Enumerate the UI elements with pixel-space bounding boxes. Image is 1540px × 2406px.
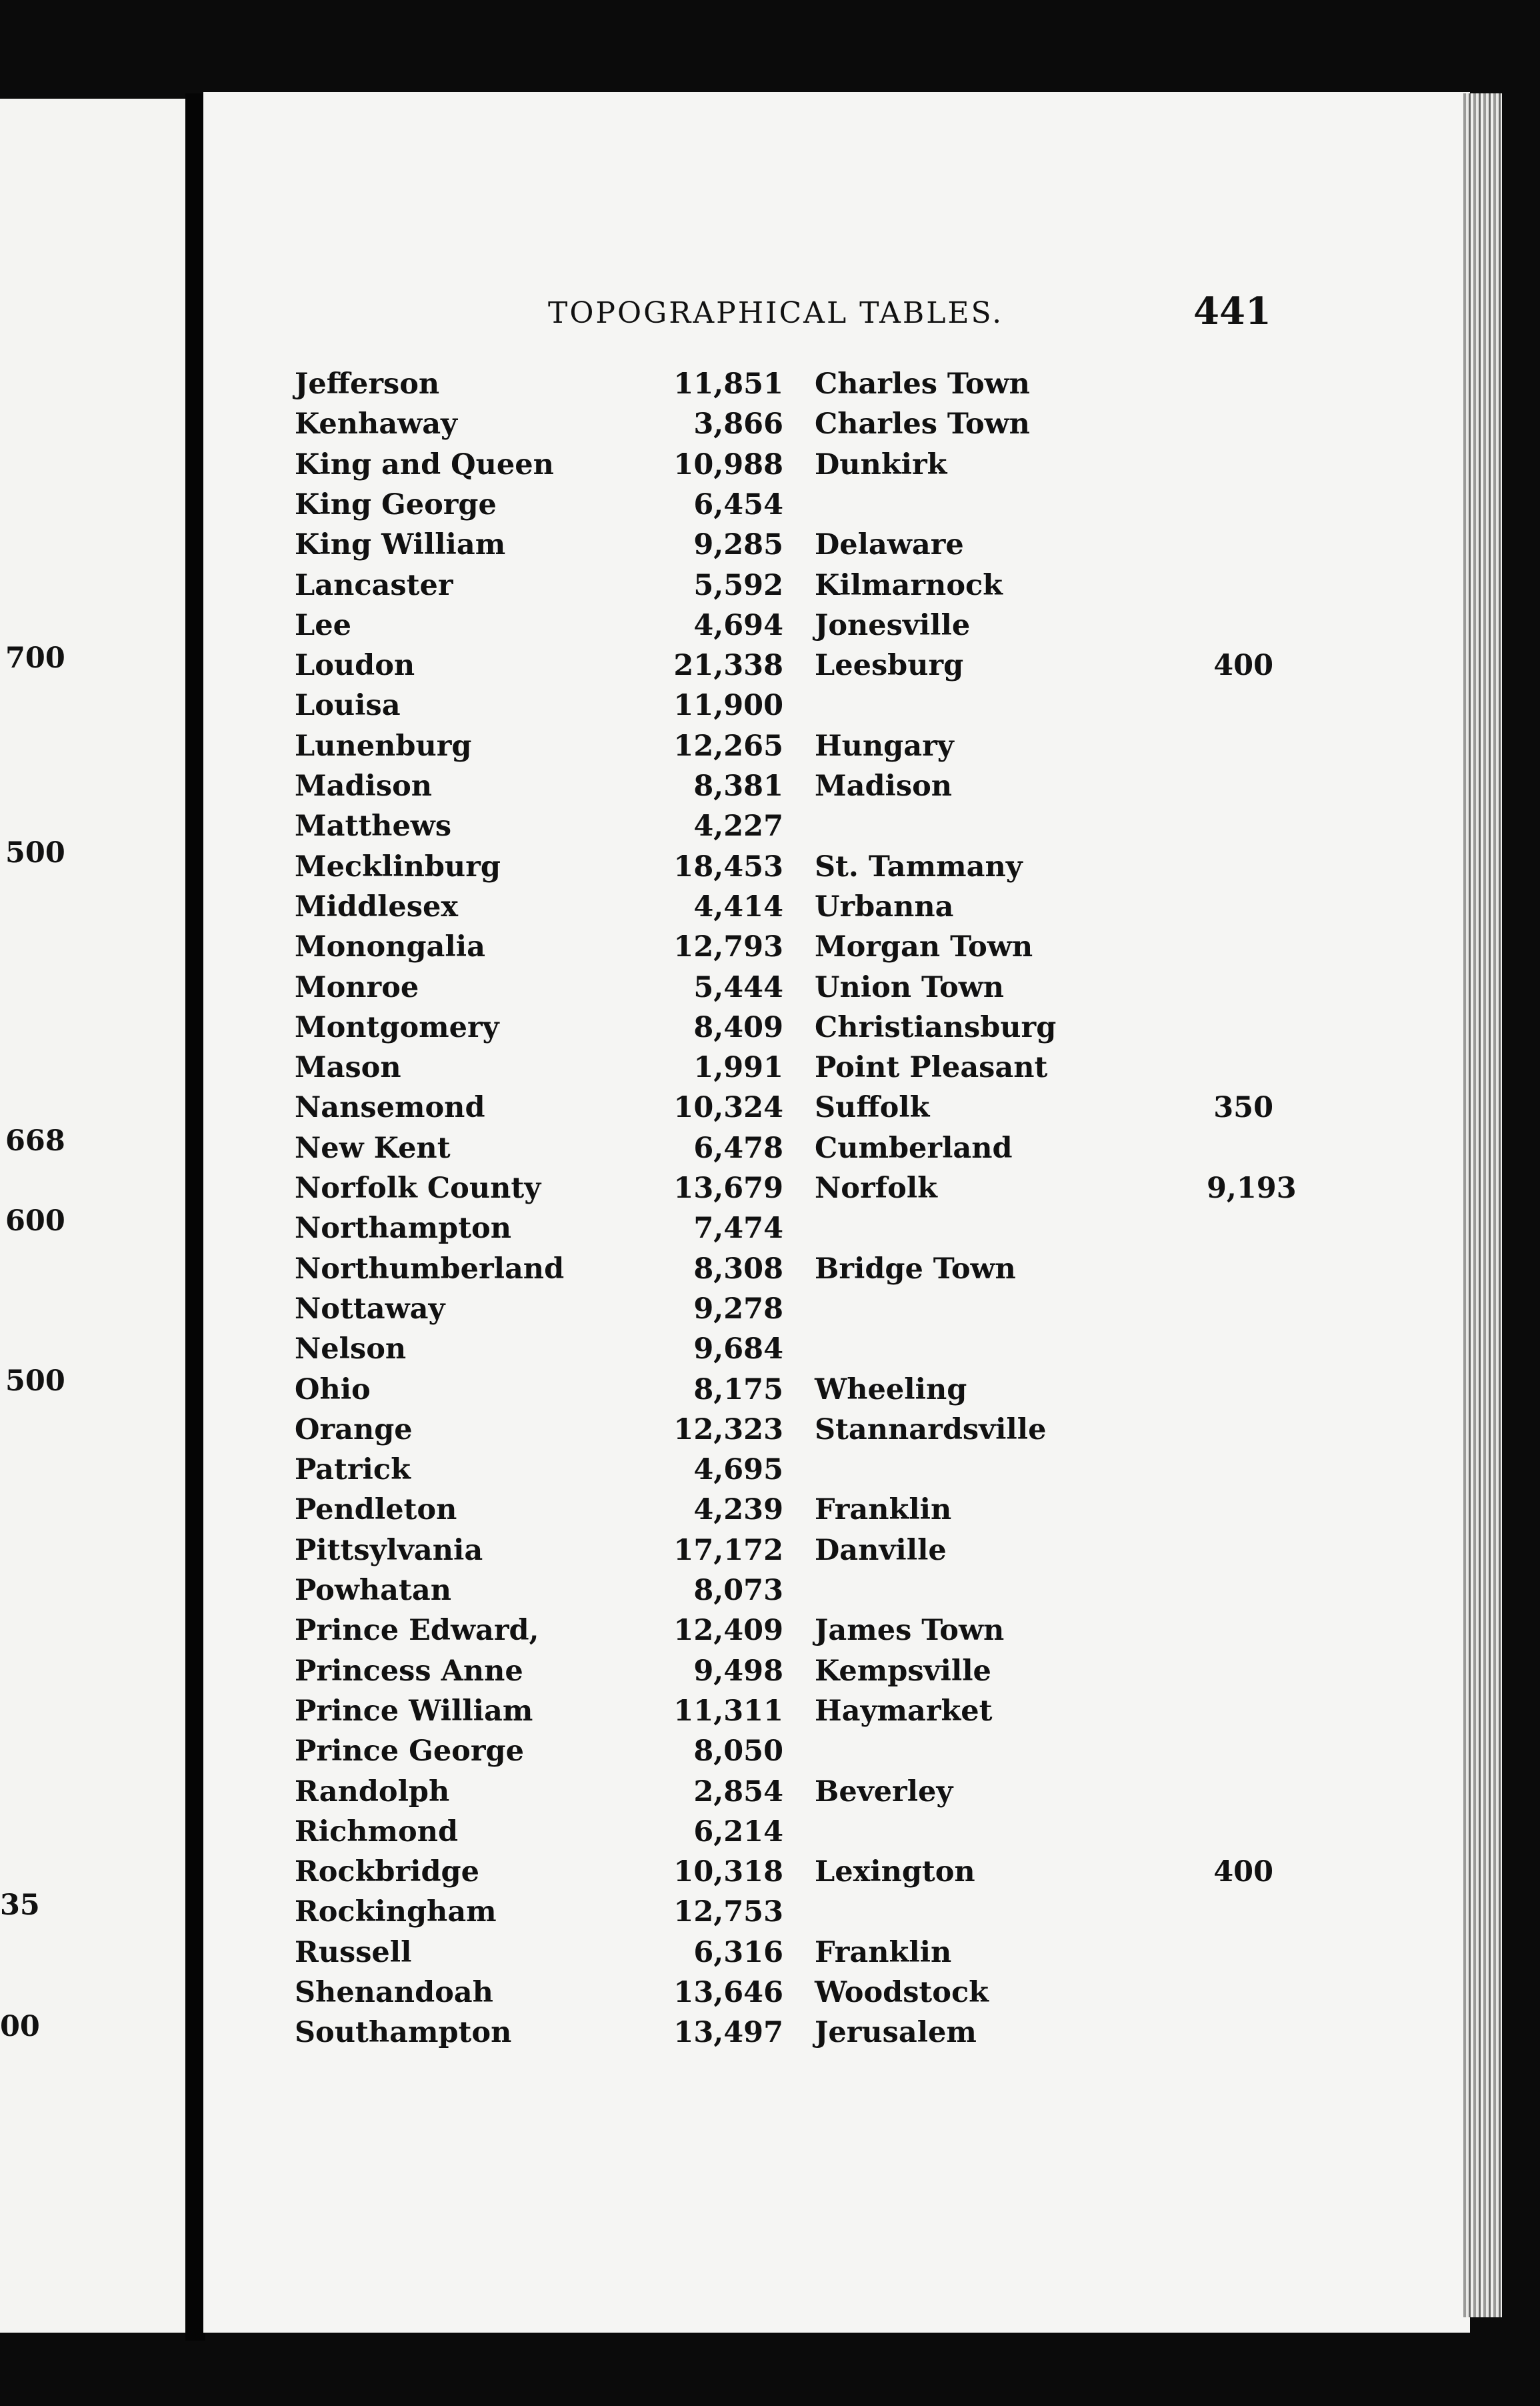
population-value: 11,311 [673,1694,783,1728]
population-value: 10,318 [673,1855,783,1889]
county-name: Loudon [295,649,415,682]
population-value: 12,265 [673,730,783,763]
population-value: 6,454 [693,488,783,521]
population-value: 9,285 [693,528,783,561]
population-value: 8,381 [693,770,783,803]
county-name: King and Queen [295,448,554,481]
population-value: 4,694 [693,609,783,642]
county-town: Suffolk [815,1091,930,1124]
left-margin-number: 00 [0,2010,40,2043]
page-number: 441 [1193,289,1271,333]
population-value: 8,308 [693,1252,783,1286]
county-town: Madison [815,770,953,803]
page-header-title: TOPOGRAPHICAL TABLES. [548,296,1004,330]
county-name: Prince William [295,1694,533,1728]
book-gutter [185,93,205,2341]
population-value: 5,592 [693,569,783,602]
county-name: Norfolk County [295,1172,541,1205]
population-value: 10,988 [673,448,783,481]
county-town: Beverley [815,1775,953,1809]
county-town: Woodstock [815,1976,989,2009]
population-value: 6,478 [693,1132,783,1165]
county-town: Norfolk [815,1172,937,1205]
population-value: 10,324 [673,1091,783,1124]
county-town: Leesburg [815,649,964,682]
population-value: 6,316 [693,1936,783,1969]
population-value: 6,214 [693,1815,783,1849]
county-name: Powhatan [295,1574,451,1607]
county-town: Charles Town [815,407,1030,441]
county-name: Randolph [295,1775,450,1809]
population-value: 7,474 [693,1212,783,1245]
county-name: Lee [295,609,351,642]
population-value: 17,172 [673,1534,783,1567]
population-value: 8,175 [693,1373,783,1406]
county-town: Jonesville [815,609,971,642]
county-name: Northumberland [295,1252,565,1286]
county-name: Southampton [295,2016,512,2049]
population-value: 9,498 [693,1654,783,1688]
county-town: Charles Town [815,367,1030,401]
left-margin-number: 500 [5,1364,65,1398]
population-value: 12,323 [673,1413,783,1446]
population-value: 8,073 [693,1574,783,1607]
county-town: Morgan Town [815,930,1033,964]
county-town: Point Pleasant [815,1051,1048,1084]
county-name: Pendleton [295,1493,457,1526]
population-value: 4,239 [693,1493,783,1526]
left-margin-number: 500 [5,836,65,870]
population-value: 2,854 [693,1775,783,1809]
county-name: Ohio [295,1373,371,1406]
left-margin-number: 700 [5,642,65,675]
population-value: 13,646 [673,1976,783,2009]
county-name: Shenandoah [295,1976,493,2009]
county-name: Louisa [295,689,401,722]
town-population-value: 350 [1213,1091,1273,1124]
county-name: Madison [295,770,433,803]
county-town: Delaware [815,528,964,561]
county-town: James Town [815,1614,1005,1647]
county-name: Princess Anne [295,1654,523,1688]
left-margin-number: 600 [5,1204,65,1238]
population-value: 11,900 [673,689,783,722]
county-town: Urbanna [815,890,954,924]
population-value: 4,414 [693,890,783,924]
county-name: Middlesex [295,890,458,924]
county-name: Richmond [295,1815,459,1849]
county-town: Franklin [815,1936,952,1969]
population-value: 8,050 [693,1734,783,1768]
county-name: Orange [295,1413,413,1446]
county-name: Rockbridge [295,1855,479,1889]
county-town: Christiansburg [815,1011,1057,1044]
population-value: 1,991 [693,1051,783,1084]
county-town: Kempsville [815,1654,991,1688]
county-name: King William [295,528,506,561]
population-value: 9,684 [693,1332,783,1366]
left-margin-number: 35 [0,1889,40,1922]
county-name: Jefferson [295,367,440,401]
population-value: 4,695 [693,1453,783,1486]
county-town: Stannardsville [815,1413,1047,1446]
county-name: Prince Edward, [295,1614,539,1647]
county-town: Hungary [815,730,954,763]
county-town: Cumberland [815,1132,1013,1165]
population-value: 11,851 [673,367,783,401]
town-population-value: 400 [1213,1855,1273,1889]
county-town: Danville [815,1534,947,1567]
town-population-value: 9,193 [1207,1172,1297,1205]
county-name: Pittsylvania [295,1534,483,1567]
population-value: 9,278 [693,1292,783,1326]
county-name: Prince George [295,1734,524,1768]
population-value: 5,444 [693,971,783,1004]
population-value: 4,227 [693,810,783,843]
county-name: Matthews [295,810,452,843]
population-value: 12,409 [673,1614,783,1647]
county-name: Nelson [295,1332,407,1366]
county-town: Wheeling [815,1373,967,1406]
county-name: Nansemond [295,1091,485,1124]
county-town: Bridge Town [815,1252,1016,1286]
population-value: 18,453 [673,850,783,884]
county-name: Rockingham [295,1895,497,1929]
county-name: Montgomery [295,1011,499,1044]
county-town: Dunkirk [815,448,947,481]
county-name: Monongalia [295,930,485,964]
county-name: Mason [295,1051,401,1084]
population-value: 13,679 [673,1172,783,1205]
page-edge [1463,93,1502,2317]
county-name: Lunenburg [295,730,472,763]
county-name: Nottaway [295,1292,445,1326]
county-name: New Kent [295,1132,451,1165]
county-town: Lexington [815,1855,975,1889]
county-name: Russell [295,1936,412,1969]
county-name: Mecklinburg [295,850,501,884]
county-town: Union Town [815,971,1005,1004]
county-name: Monroe [295,971,419,1004]
county-town: Franklin [815,1493,952,1526]
town-population-value: 400 [1213,649,1273,682]
county-town: Kilmarnock [815,569,1003,602]
county-name: Patrick [295,1453,411,1486]
county-town: Haymarket [815,1694,993,1728]
county-name: Kenhaway [295,407,458,441]
county-town: St. Tammany [815,850,1023,884]
population-value: 13,497 [673,2016,783,2049]
left-margin-number: 668 [5,1124,65,1158]
population-value: 3,866 [693,407,783,441]
population-value: 12,753 [673,1895,783,1929]
county-name: King George [295,488,497,521]
population-value: 21,338 [673,649,783,682]
county-town: Jerusalem [815,2016,977,2049]
population-value: 8,409 [693,1011,783,1044]
county-name: Lancaster [295,569,453,602]
county-name: Northampton [295,1212,511,1245]
population-value: 12,793 [673,930,783,964]
